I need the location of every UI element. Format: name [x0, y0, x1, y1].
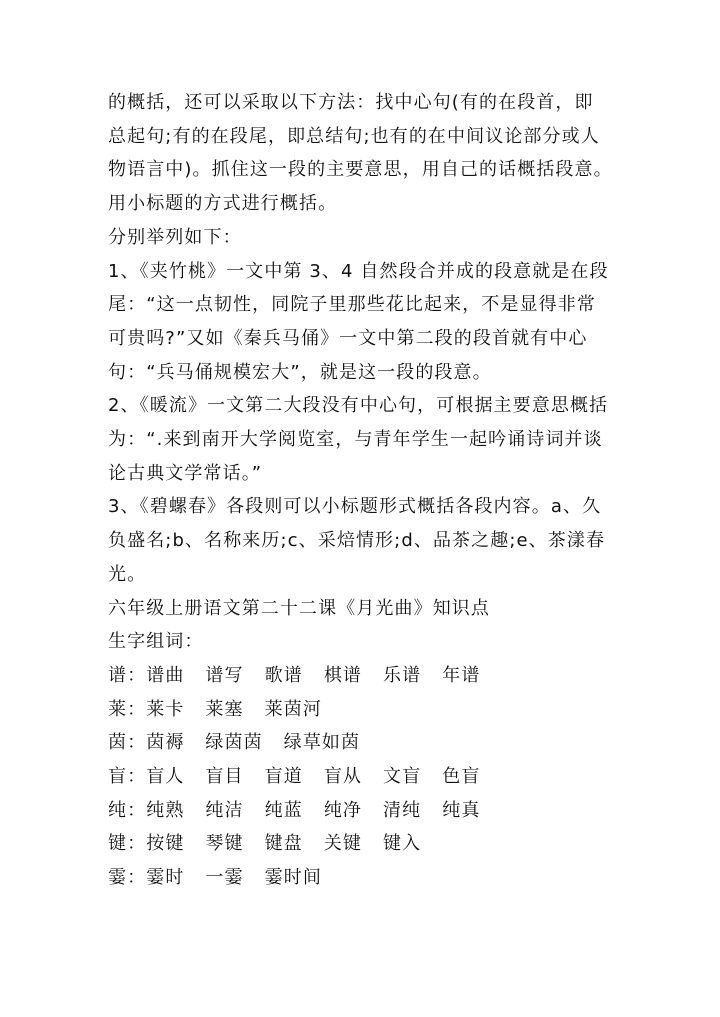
word-group-row [108, 794, 650, 828]
word-entry: 键盘 [264, 833, 303, 855]
word-entry: 琴键 [205, 833, 244, 855]
text-line: 负盛名;b、名称来历;c、采焙情形;d、品茶之趣;e、茶漾春 [108, 530, 606, 552]
word-entry: 歌谱 [264, 664, 303, 686]
text-line: 物语言中)。抓住这一段的主要意思，用自己的话概括段意。 [108, 159, 613, 181]
word-entry: 一霎 [205, 867, 244, 889]
word-entry: 按键 [146, 833, 185, 855]
word-group-separator: ： [127, 766, 147, 788]
word-entry: 棋谱 [323, 664, 363, 686]
word-entry: 绿茵茵 [205, 732, 263, 754]
word-entry: 绿草如茵 [283, 732, 361, 754]
text-line: 论古典文学常话。” [108, 462, 263, 484]
text-line: 1、《夹竹桃》一文中第 3、4 自然段合并成的段意就是在段 [108, 260, 609, 282]
word-group-row [108, 861, 650, 895]
word-group-char: 谱 [108, 664, 128, 686]
word-group-separator: ： [127, 698, 147, 720]
word-group-separator: ： [127, 664, 147, 686]
word-group-char: 盲 [108, 766, 128, 788]
text-line: 光。 [108, 563, 147, 585]
text-line: 2、《暖流》一文第二大段没有中心句，可根据主要意思概括 [108, 395, 609, 417]
word-group-separator: ： [127, 799, 147, 821]
word-entry: 键入 [383, 833, 422, 855]
word-entry: 盲从 [323, 766, 363, 788]
word-group-char: 莱 [108, 698, 128, 720]
word-group-row [108, 659, 650, 693]
text-line: 总起句;有的在段尾，即总结句;也有的在中间议论部分或人 [108, 125, 600, 147]
text-line: 的概括，还可以采取以下方法：找中心句(有的在段首，即 [108, 92, 594, 113]
text-line: 尾：“这一点韧性，同院子里那些花比起来，不是显得非常 [108, 294, 596, 316]
word-entry: 霎时 [146, 867, 185, 889]
word-group-row [108, 760, 650, 794]
subsection-label: 生字组词： [108, 631, 204, 653]
word-entry: 色盲 [442, 766, 481, 788]
text-body [108, 86, 650, 659]
word-entry: 关键 [323, 833, 363, 855]
text-line: 用小标题的方式进行概括。 [108, 193, 338, 215]
text-line: 句：“兵马俑规模宏大”，就是这一段的段意。 [108, 361, 492, 383]
word-entry: 清纯 [383, 799, 422, 821]
word-group-separator: ： [127, 867, 147, 889]
text-line: 可贵吗?”又如《秦兵马俑》一文中第二段的段首就有中心 [108, 327, 588, 349]
word-entry: 纯熟 [146, 799, 185, 821]
word-entry: 盲目 [205, 766, 244, 788]
word-entry: 乐谱 [383, 664, 422, 686]
word-group-char: 键 [108, 833, 128, 855]
word-entry: 莱卡 [146, 698, 185, 720]
word-entry: 盲道 [264, 766, 303, 788]
word-group-char: 霎 [108, 867, 128, 889]
word-entry: 纯真 [442, 799, 481, 821]
word-entry: 霎时间 [264, 867, 322, 889]
word-group-row [108, 827, 650, 861]
word-entry: 文盲 [383, 766, 422, 788]
word-entry: 纯洁 [205, 799, 244, 821]
word-group-separator: ： [127, 732, 147, 754]
word-group-char: 茵 [108, 732, 128, 754]
text-line: 为：“.来到南开大学阅览室，与青年学生一起吟诵诗词并谈 [108, 429, 603, 451]
word-entry: 年谱 [442, 664, 481, 686]
word-entry: 谱写 [205, 664, 244, 686]
word-entry: 纯蓝 [264, 799, 303, 821]
word-entry: 莱塞 [205, 698, 244, 720]
word-group-row [108, 726, 650, 760]
text-line: 分别举列如下： [108, 226, 242, 248]
section-heading: 六年级上册语文第二十二课《月光曲》知识点 [108, 597, 490, 619]
word-group-list [108, 659, 650, 895]
text-line: 3、《碧螺春》各段则可以小标题形式概括各段内容。a、久 [108, 496, 602, 518]
word-entry: 茵褥 [146, 732, 185, 754]
word-group-separator: ： [127, 833, 147, 855]
word-group-char: 纯 [108, 799, 128, 821]
word-entry: 纯净 [323, 799, 363, 821]
word-entry: 莱茵河 [264, 698, 322, 720]
word-entry: 谱曲 [146, 664, 185, 686]
word-entry: 盲人 [146, 766, 185, 788]
word-group-row [108, 693, 650, 727]
